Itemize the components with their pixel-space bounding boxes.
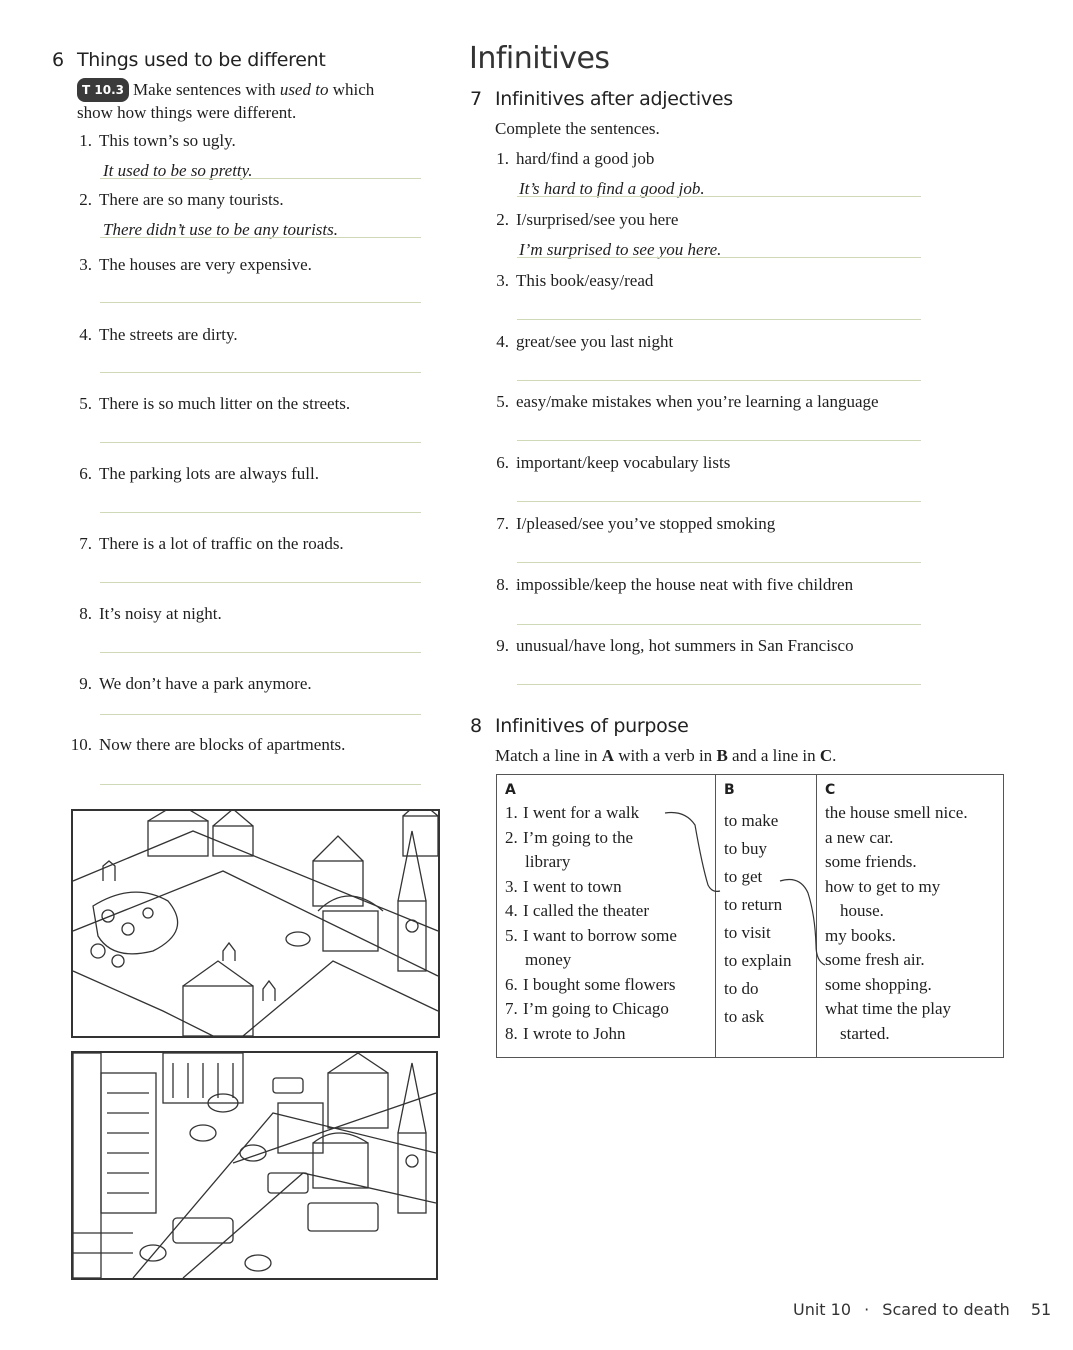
page-number: 51 [1030,1300,1052,1319]
instruction-text: show how things were different. [77,103,297,122]
old-town-drawing [73,811,438,1036]
column-c-item: my books. [825,925,896,945]
match-line-a-b [665,813,720,892]
example-match-lines [650,805,830,975]
example-answer: I’m surprised to see you here. [519,240,722,259]
list-item: 9. unusual/have long, hot summers in San Francisco [496,636,854,655]
answer-line[interactable] [100,714,421,715]
unit-title: Scared to death [882,1300,1010,1319]
list-item: 7. There is a lot of traffic on the roads. [79,534,344,553]
answer-line[interactable] [517,624,921,625]
list-item: 4. The streets are dirty. [79,325,238,344]
answer-line[interactable] [100,302,421,303]
answer-line[interactable] [517,562,921,563]
match-line-b-c [780,880,825,966]
column-a-item: library [525,852,571,871]
answer-line[interactable] [517,319,921,320]
modern-town-drawing [73,1053,436,1278]
column-c-header: C [825,782,836,798]
answer-line[interactable] [100,237,421,238]
column-a-item: money [525,950,572,969]
column-a-item: 3. I went to town [505,876,622,896]
answer-line[interactable] [517,257,921,258]
illustration-modern-town [71,1051,438,1280]
illustration-old-town [71,809,440,1038]
column-b-item: to explain [724,951,792,970]
column-c-item: some friends. [825,852,917,871]
column-c-item: what time the play [825,999,952,1018]
column-c-item: the house smell nice. [825,803,968,822]
answer-line[interactable] [100,582,421,583]
list-item: 6. important/keep vocabulary lists [496,453,731,472]
section-8-title: Infinitives of purpose [495,715,689,737]
column-b-item: to ask [724,1007,765,1026]
column-b-item: to get [724,867,763,886]
unit-label: Unit 10 [793,1300,852,1319]
list-item: 5. easy/make mistakes when you’re learning a language [496,392,879,411]
list-item: 8. impossible/keep the house neat with five children [496,575,854,594]
column-c-item: house. [840,901,884,920]
answer-line[interactable] [100,784,421,785]
list-item: 9. We don’t have a park anymore. [79,674,312,693]
answer-line[interactable] [517,501,921,502]
column-b-item: to make [724,811,779,830]
column-c [817,775,1004,1058]
answer-line[interactable] [517,380,921,381]
column-a-header: A [505,782,516,798]
example-answer: There didn’t use to be any tourists. [103,220,338,239]
example-answer: It used to be so pretty. [103,161,253,180]
list-item: 2. There are so many tourists. [79,190,284,209]
column-c-item: some fresh air. [825,950,925,969]
column-a-item: 1. I went for a walk [505,803,640,822]
section-7-title: Infinitives after adjectives [495,88,733,110]
list-item: 10. Now there are blocks of apartments. [70,735,346,754]
list-item: 4. great/see you last night [496,332,674,351]
answer-line[interactable] [100,372,421,373]
answer-line[interactable] [100,442,421,443]
column-b-item: to return [724,895,783,914]
list-item: 3. The houses are very expensive. [79,255,312,274]
section-6-number: 6 [52,49,65,71]
column-a-item: 5. I want to borrow some [505,925,677,945]
column-c-item: some shopping. [825,974,932,994]
instruction-emphasis: used to [279,80,329,99]
answer-line[interactable] [517,684,921,685]
answer-line[interactable] [517,196,921,197]
column-c-item: started. [840,1023,890,1043]
section-6-instruction [77,78,437,124]
list-item: 1. This town’s so ugly. [79,131,236,150]
section-7-instruction: Complete the sentences. [495,119,660,138]
column-a-item: 4. I called the theater [505,901,650,920]
answer-line[interactable] [100,652,421,653]
column-c-item: a new car. [825,827,894,847]
list-item: 1. hard/find a good job [496,149,655,168]
audio-track-badge: T 10.3 [77,78,129,102]
list-item: 2. I/surprised/see you here [496,210,679,229]
column-b-item: to visit [724,923,771,942]
page-footer [793,1300,1051,1319]
section-8-instruction: Match a line in A with a verb in B and a line in C. [495,746,837,765]
footer-separator: · [864,1300,870,1319]
example-answer: It’s hard to find a good job. [519,179,705,198]
section-6-title: Things used to be different [77,49,326,71]
list-item: 5. There is so much litter on the streets. [79,394,351,413]
answer-line[interactable] [100,178,421,179]
instruction-text: Make sentences with [132,80,276,99]
column-a-item: 6. I bought some flowers [505,974,676,994]
answer-line[interactable] [517,440,921,441]
column-b-header: B [724,782,735,798]
list-item: 7. I/pleased/see you’ve stopped smoking [496,514,776,533]
instruction-text: which [332,80,375,99]
page-heading: Infinitives [469,41,610,76]
list-item: 6. The parking lots are always full. [79,464,319,483]
section-8-number: 8 [470,715,483,737]
column-a-item: 8. I wrote to John [505,1023,626,1043]
column-c-item: how to get to my [825,876,941,896]
list-item: 8. It’s noisy at night. [79,604,222,623]
column-a-item: 2. I’m going to the [505,827,634,847]
column-b-item: to buy [724,839,767,858]
column-a-item: 7. I’m going to Chicago [505,999,669,1018]
answer-line[interactable] [100,512,421,513]
column-b-item: to do [724,979,759,998]
list-item: 3. This book/easy/read [496,271,654,290]
section-7-number: 7 [470,88,483,110]
